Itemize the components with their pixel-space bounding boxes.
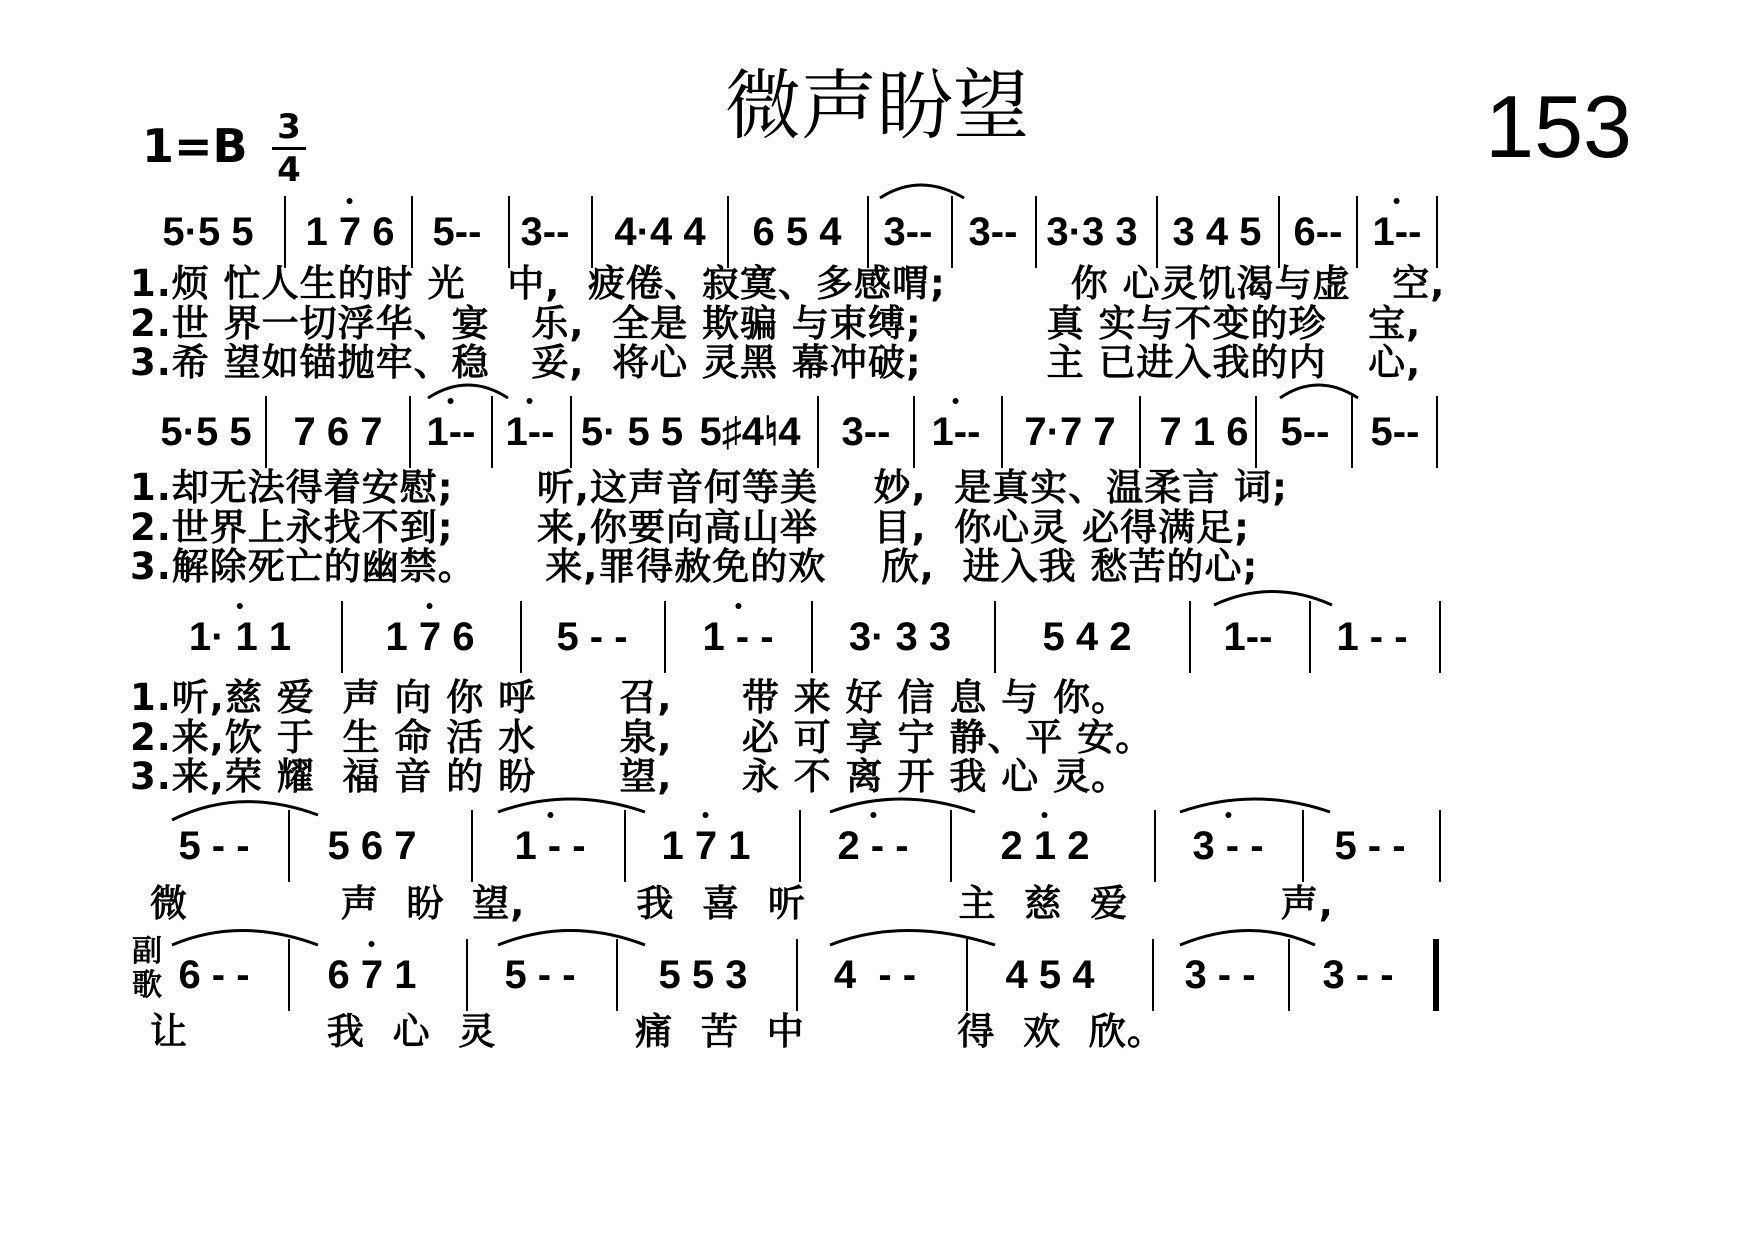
slur-arc xyxy=(498,931,645,946)
note-group: 1 7 6 xyxy=(385,615,475,659)
note-group: 3-- xyxy=(520,210,570,254)
note-group: 5-- xyxy=(1280,410,1330,454)
slur-arc xyxy=(830,799,975,812)
lyric-line: 微 声 盼 望, 我 喜 听 主 慈 爱 声, xyxy=(150,882,1334,925)
note-group: 5·5 5 xyxy=(160,410,252,454)
note-group: 1-- xyxy=(1223,615,1273,659)
lyric-line: 2.世界上永找不到; 来,你要向高山举 目, 你心灵 必得满足; xyxy=(130,506,1250,549)
time-signature-denominator: 4 xyxy=(277,150,301,190)
note-group: 5 5 3 xyxy=(658,953,748,997)
lyric-line: 1.却无法得着安慰; 听,这声音何等美 妙, 是真实、温柔言 词; xyxy=(130,466,1288,509)
slur-arc xyxy=(1180,931,1315,946)
slur-arc xyxy=(1180,799,1330,812)
time-signature-numerator: 3 xyxy=(277,107,301,147)
note-group: 1· 1 1 xyxy=(188,615,292,659)
note-group: 7 1 6 xyxy=(1159,410,1249,454)
note-group: 4·4 4 xyxy=(614,210,706,254)
note-group: 4 - - xyxy=(833,953,917,997)
lyric-line: 1.烦 忙人生的时 光 中, 疲倦、寂寞、多感喟; 你 心灵饥渴与虚 空, xyxy=(130,262,1446,305)
note-group: 6-- xyxy=(1293,210,1343,254)
note-group: 3· 3 3 xyxy=(848,615,952,659)
note-group: 3 - - xyxy=(1184,953,1256,997)
slur-arc xyxy=(172,931,318,946)
note-group: 1 - - xyxy=(514,824,586,868)
lyric-line: 3.希 望如锚抛牢、稳 妥, 将心 灵黑 幕冲破; 主 已进入我的内 心, xyxy=(130,341,1422,384)
note-group: 5-- xyxy=(432,210,482,254)
tie-arc xyxy=(1214,592,1332,606)
note-group: 1 - - xyxy=(702,615,774,659)
note-group: 7·7 7 xyxy=(1024,410,1116,454)
note-group: 3 - - xyxy=(1322,953,1394,997)
note-group: 1-- xyxy=(931,410,981,454)
lyric-line: 让 我 心 灵 痛 苦 中 得 欢 欣。 xyxy=(150,1010,1165,1053)
note-group: 1-- xyxy=(426,410,476,454)
lyric-line: 3.来,荣 耀 福 音 的 盼 望, 永 不 离 开 我 心 灵。 xyxy=(130,755,1130,798)
tie-arc xyxy=(880,185,964,198)
note-group: 3-- xyxy=(968,210,1018,254)
note-group: 5 - - xyxy=(556,615,628,659)
lyric-line: 1.听,慈 爱 声 向 你 呼 召, 带 来 好 信 息 与 你。 xyxy=(130,676,1130,719)
slur-arc xyxy=(172,802,318,820)
note-group: 1-- xyxy=(1372,210,1422,254)
slur-arc xyxy=(830,931,995,946)
note-group: 5 - - xyxy=(1334,824,1406,868)
note-group: 1 - - xyxy=(1336,615,1408,659)
note-group: 6 - - xyxy=(178,953,250,997)
tie-arc xyxy=(1280,385,1358,398)
note-group: 4 5 4 xyxy=(1005,953,1095,997)
hymn-number: 153 xyxy=(1485,77,1632,176)
chorus-label: 副歌 xyxy=(132,934,162,1003)
note-group: 5 - - xyxy=(178,824,250,868)
note-group: 6 5 4 xyxy=(752,210,842,254)
lyric-line: 2.来,饮 于 生 命 活 水 泉, 必 可 享 宁 静、平 安。 xyxy=(130,716,1154,759)
note-group: 1 7 6 xyxy=(305,210,395,254)
note-group: 3-- xyxy=(841,410,891,454)
note-group: 3 - - xyxy=(1192,824,1264,868)
hymn-title: 微声盼望 xyxy=(725,61,1029,150)
tie-arc xyxy=(428,385,508,398)
note-group: 5 - - xyxy=(504,953,576,997)
note-group: 5-- xyxy=(1370,410,1420,454)
note-group: 3 4 5 xyxy=(1172,210,1262,254)
note-group: 5· 5 5 xyxy=(580,410,684,454)
note-group: 1-- xyxy=(505,410,555,454)
key-signature: 1=B xyxy=(142,119,248,173)
lyric-line: 2.世 界一切浮华、宴 乐, 全是 欺骗 与束缚; 真 实与不变的珍 宝, xyxy=(130,302,1422,345)
note-group: 3·3 3 xyxy=(1046,210,1138,254)
note-group: 1 7 1 xyxy=(661,824,751,868)
note-group: 6 7 1 xyxy=(327,953,417,997)
note-group: 7 6 7 xyxy=(293,410,383,454)
note-group: 2 - - xyxy=(837,824,909,868)
note-group: 3-- xyxy=(883,210,933,254)
note-group: 2 1 2 xyxy=(1000,824,1090,868)
lyric-line: 3.解除死亡的幽禁。 来,罪得赦免的欢 欣, 进入我 愁苦的心; xyxy=(130,545,1259,588)
slur-arc xyxy=(498,799,645,812)
note-group: 5 6 7 xyxy=(327,824,417,868)
note-group: 5·5 5 xyxy=(162,210,254,254)
note-group: 5 4 2 xyxy=(1042,615,1132,659)
note-group: 5♯4♮4 xyxy=(699,410,801,454)
